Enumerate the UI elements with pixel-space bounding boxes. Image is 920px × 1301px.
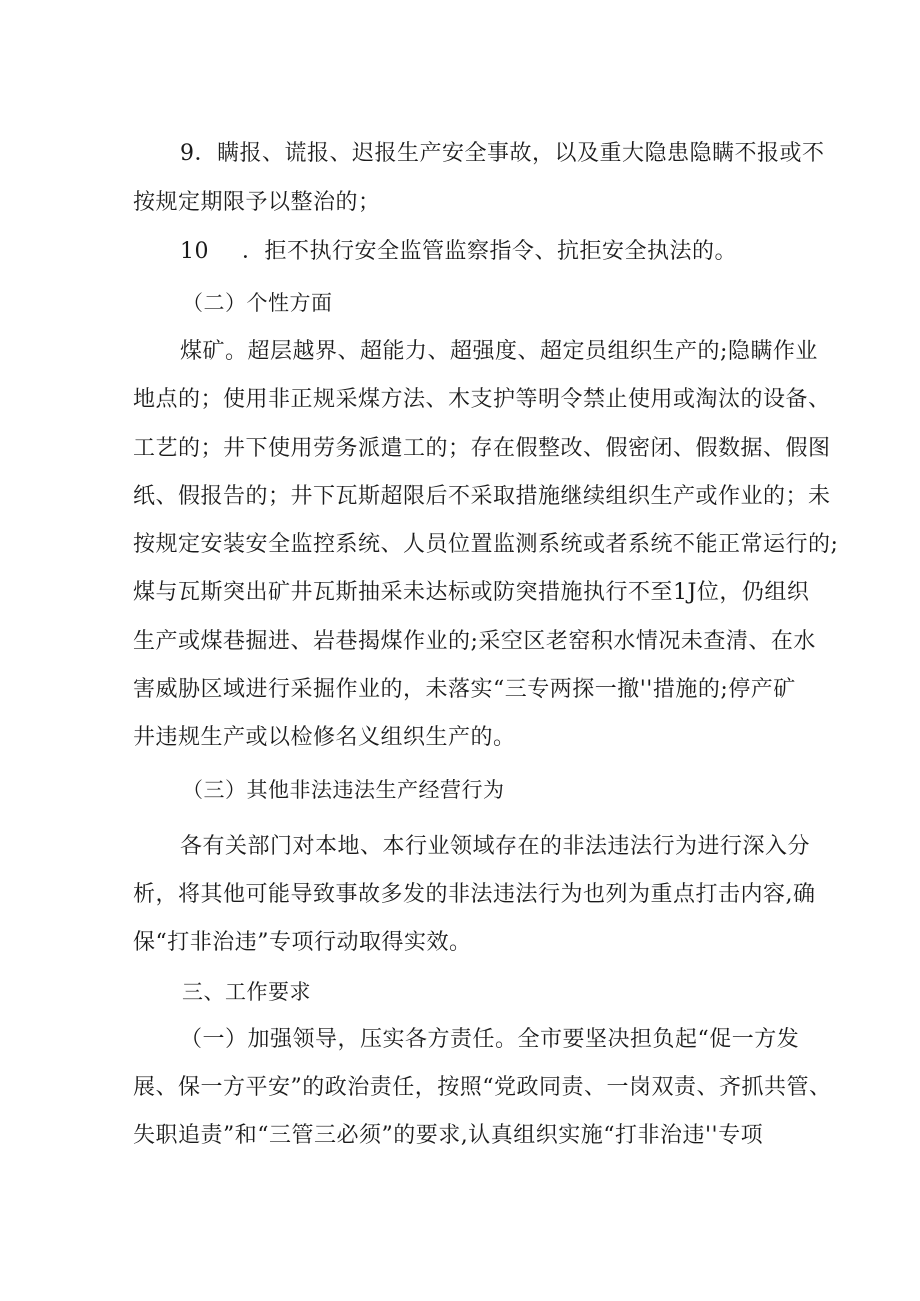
item-10-number: 10 (180, 239, 209, 264)
coal-line-4: 纸、假报告的；井下瓦斯超限后不采取措施继续组织生产或作业的；未 (133, 484, 831, 509)
other-line-1: 各有关部门对本地、本行业领域存在的非法违法行为进行深入分 (180, 834, 811, 859)
item-9-line-1: 9．瞒报、谎报、迟报生产安全事故，以及重大隐患隐瞒不报或不 (180, 141, 825, 166)
req-1-line-1: （一）加强领导，压实各方责任。全市要坚决担负起“促一方发 (180, 1027, 800, 1052)
section-3-heading: （三）其他非法违法生产经营行为 (182, 778, 505, 802)
coal-line-6: 煤与瓦斯突出矿井瓦斯抽采未达标或防突措施执行不至1J位，仍组织 (133, 580, 810, 605)
coal-line-7: 生产或煤巷掘进、岩巷揭煤作业的;采空区老窑积水情况未查清、在水 (133, 629, 816, 654)
item-10 (0, 235, 920, 269)
item-10-text: ．拒不执行安全监管监察指令、抗拒安全执法的。 (242, 239, 738, 264)
other-line-2: 析，将其他可能导致事故多发的非法违法行为也列为重点打击内容,确 (133, 882, 816, 907)
coal-line-1: 煤矿。超层越界、超能力、超强度、超定员组织生产的;隐瞒作业 (180, 339, 818, 364)
section-2-heading: （二）个性方面 (182, 291, 333, 315)
other-line-3: 保“打非治违”专项行动取得实效。 (133, 930, 472, 955)
item-9-line-2: 按规定期限予以整治的； (133, 190, 381, 215)
coal-line-3: 工艺的；井下使用劳务派遣工的；存在假整改、假密闭、假数据、假图 (133, 436, 831, 461)
coal-line-8: 害威胁区域进行采掘作业的，未落实“三专两探一撤''措施的;停产矿 (133, 677, 796, 702)
req-1-line-3: 失职追责”和“三管三必须”的要求,认真组织实施“打非治违''专项 (133, 1123, 764, 1148)
part-3-heading: 三、工作要求 (182, 980, 311, 1004)
coal-line-9: 井违规生产或以检修名义组织生产的。 (133, 725, 516, 750)
coal-line-5: 按规定安装安全监控系统、人员位置监测系统或者系统不能正常运行的; (133, 532, 839, 557)
coal-line-2: 地点的；使用非正规采煤方法、木支护等明令禁止使用或淘汰的设备、 (133, 387, 831, 412)
req-1-line-2: 展、保一方平安”的政治责任，按照“党政同责、一岗双责、齐抓共管、 (133, 1075, 832, 1100)
